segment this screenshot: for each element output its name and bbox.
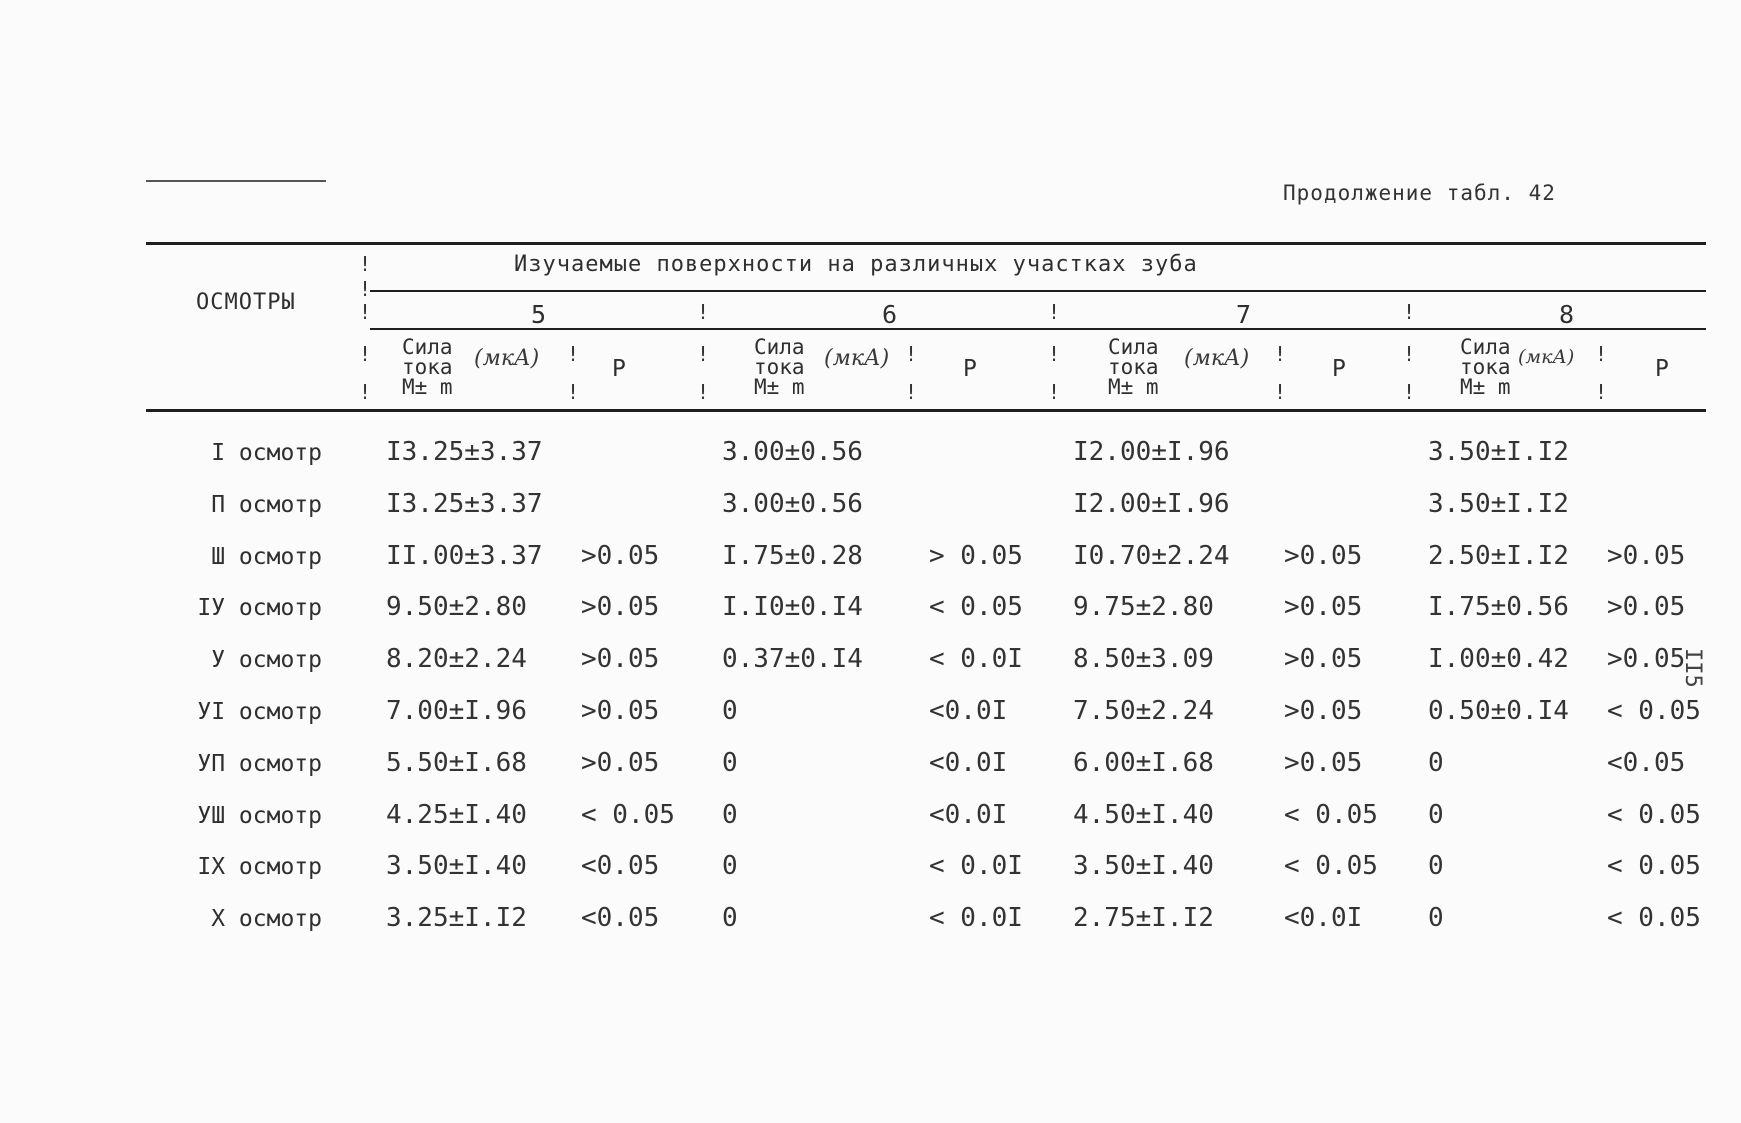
surfaces-title: Изучаемые поверхности на различных участках зуба: [514, 252, 1198, 277]
p-value-cell: < 0.05: [1284, 851, 1378, 881]
p-value-cell: < 0.05: [1607, 800, 1701, 830]
current-value-cell: 0: [722, 696, 738, 726]
row-label: IX осмотр: [197, 854, 322, 880]
subheader-sep: !: [1403, 342, 1416, 366]
toka-label: тока: [754, 355, 805, 379]
toka-label: тока: [402, 355, 453, 379]
subheader-sep: !: [1048, 342, 1061, 366]
subheader-sep: !: [905, 342, 918, 366]
p-value-cell: <0.0I: [1284, 903, 1363, 933]
p-value-cell: >0.05: [581, 541, 660, 571]
p-value-cell: < 0.05: [929, 592, 1023, 622]
p-value-cell: >0.05: [1284, 541, 1363, 571]
current-value-cell: I.I0±0.I4: [722, 592, 863, 622]
unit-label: (мкА): [824, 346, 890, 371]
current-value-cell: 0: [1428, 851, 1444, 881]
p-value-cell: <0.05: [1607, 748, 1686, 778]
current-value-cell: 0: [722, 903, 738, 933]
p-value-cell: >0.05: [1284, 592, 1363, 622]
p-value-cell: >0.05: [1284, 644, 1363, 674]
column-sep: !: [697, 300, 710, 324]
toka-label: тока: [1460, 355, 1511, 379]
columns-rule: [370, 328, 1706, 330]
current-value-cell: 5.50±I.68: [386, 748, 527, 778]
p-value-cell: < 0.05: [581, 800, 675, 830]
subheader-sep: !: [1595, 342, 1608, 366]
header-sep: !: [359, 252, 372, 276]
current-value-cell: 3.50±I.40: [386, 851, 527, 881]
current-value-cell: I.75±0.28: [722, 541, 863, 571]
subheader-sep: !: [1403, 380, 1416, 404]
p-value-cell: < 0.0I: [929, 644, 1023, 674]
sila-label: Сила: [1108, 335, 1159, 359]
current-value-cell: 3.00±0.56: [722, 489, 863, 519]
subheader-sep: !: [1595, 380, 1608, 404]
subheader-sep: !: [567, 342, 580, 366]
current-value-cell: 0: [722, 851, 738, 881]
p-value-cell: < 0.05: [1284, 800, 1378, 830]
column-sep: !: [1403, 300, 1416, 324]
current-value-cell: 0: [1428, 903, 1444, 933]
m-pm-label: М± m: [402, 375, 453, 399]
p-value-cell: < 0.05: [1607, 903, 1701, 933]
p-value-cell: >0.05: [1284, 748, 1363, 778]
p-value-cell: <0.0I: [929, 696, 1008, 726]
p-value-cell: >0.05: [581, 696, 660, 726]
current-value-cell: 3.50±I.40: [1073, 851, 1214, 881]
current-value-cell: I0.70±2.24: [1073, 541, 1230, 571]
page-number: II5: [1680, 648, 1705, 688]
current-value-cell: I.75±0.56: [1428, 592, 1569, 622]
current-value-cell: 4.50±I.40: [1073, 800, 1214, 830]
unit-label: (мкА): [474, 346, 540, 371]
p-header: Р: [963, 356, 977, 382]
header-sep: !: [359, 277, 372, 301]
p-value-cell: >0.05: [1284, 696, 1363, 726]
top-rule: [146, 242, 1706, 245]
row-label: X осмотр: [211, 906, 322, 932]
current-value-cell: 4.25±I.40: [386, 800, 527, 830]
p-header: Р: [1655, 356, 1669, 382]
column-number: 5: [531, 300, 547, 329]
row-label: П осмотр: [211, 492, 322, 518]
current-value-cell: 9.50±2.80: [386, 592, 527, 622]
p-value-cell: <0.05: [581, 851, 660, 881]
m-pm-label: М± m: [1460, 375, 1511, 399]
current-value-cell: 0: [1428, 748, 1444, 778]
current-value-cell: I2.00±I.96: [1073, 437, 1230, 467]
p-value-cell: >0.05: [581, 644, 660, 674]
table-caption: Продолжение табл. 42: [1283, 181, 1556, 205]
current-value-cell: 6.00±I.68: [1073, 748, 1214, 778]
subheader-sep: !: [359, 380, 372, 404]
p-value-cell: >0.05: [581, 592, 660, 622]
current-value-cell: 3.25±I.I2: [386, 903, 527, 933]
surfaces-rule: [370, 290, 1706, 292]
current-value-cell: 0: [1428, 800, 1444, 830]
current-value-cell: 0.37±0.I4: [722, 644, 863, 674]
subheader-sep: !: [697, 380, 710, 404]
unit-label: (мкА): [1184, 346, 1250, 371]
p-value-cell: < 0.05: [1607, 696, 1701, 726]
p-value-cell: >0.05: [1607, 541, 1686, 571]
current-value-cell: 7.50±2.24: [1073, 696, 1214, 726]
current-value-cell: 0: [722, 748, 738, 778]
row-label: IУ осмотр: [197, 595, 322, 621]
p-value-cell: >0.05: [1607, 644, 1686, 674]
column-number: 7: [1236, 300, 1252, 329]
current-value-cell: 3.50±I.I2: [1428, 437, 1569, 467]
row-label: I осмотр: [211, 440, 322, 466]
current-value-cell: 3.00±0.56: [722, 437, 863, 467]
current-value-cell: I.00±0.42: [1428, 644, 1569, 674]
column-sep: !: [1048, 300, 1061, 324]
current-value-cell: 7.00±I.96: [386, 696, 527, 726]
p-value-cell: >0.05: [581, 748, 660, 778]
row-label: УI осмотр: [197, 699, 322, 725]
p-value-cell: <0.0I: [929, 748, 1008, 778]
row-label: Ш осмотр: [211, 544, 322, 570]
p-header: Р: [612, 356, 626, 382]
subheader-sep: !: [697, 342, 710, 366]
subheader-sep: !: [905, 380, 918, 404]
current-value-cell: 8.20±2.24: [386, 644, 527, 674]
sila-label: Сила: [754, 335, 805, 359]
p-value-cell: <0.0I: [929, 800, 1008, 830]
subheader-sep: !: [359, 342, 372, 366]
row-label: У осмотр: [211, 647, 322, 673]
subheader-sep: !: [567, 380, 580, 404]
current-value-cell: I2.00±I.96: [1073, 489, 1230, 519]
p-value-cell: < 0.05: [1607, 851, 1701, 881]
subheader-sep: !: [1274, 380, 1287, 404]
current-value-cell: 2.50±I.I2: [1428, 541, 1569, 571]
current-value-cell: II.00±3.37: [386, 541, 543, 571]
m-pm-label: М± m: [1108, 375, 1159, 399]
unit-label: (мкА): [1518, 346, 1575, 368]
column-number: 6: [882, 300, 898, 329]
sila-label: Сила: [402, 335, 453, 359]
m-pm-label: М± m: [754, 375, 805, 399]
corner-mark: [146, 180, 326, 182]
p-value-cell: < 0.0I: [929, 851, 1023, 881]
current-value-cell: 0: [722, 800, 738, 830]
p-value-cell: <0.05: [581, 903, 660, 933]
row-label: УП осмотр: [197, 751, 322, 777]
column-number: 8: [1559, 300, 1575, 329]
current-value-cell: I3.25±3.37: [386, 489, 543, 519]
header-bottom-rule: [146, 409, 1706, 412]
osmotry-header: ОСМОТРЫ: [196, 290, 296, 315]
current-value-cell: 9.75±2.80: [1073, 592, 1214, 622]
current-value-cell: 2.75±I.I2: [1073, 903, 1214, 933]
p-value-cell: >0.05: [1607, 592, 1686, 622]
current-value-cell: I3.25±3.37: [386, 437, 543, 467]
p-value-cell: > 0.05: [929, 541, 1023, 571]
current-value-cell: 0.50±0.I4: [1428, 696, 1569, 726]
p-value-cell: < 0.0I: [929, 903, 1023, 933]
subheader-sep: !: [1048, 380, 1061, 404]
current-value-cell: 3.50±I.I2: [1428, 489, 1569, 519]
sila-label: Сила: [1460, 335, 1511, 359]
subheader-sep: !: [1274, 342, 1287, 366]
header-sep: !: [359, 300, 372, 324]
row-label: УШ осмотр: [197, 803, 322, 829]
current-value-cell: 8.50±3.09: [1073, 644, 1214, 674]
p-header: Р: [1332, 356, 1346, 382]
toka-label: тока: [1108, 355, 1159, 379]
